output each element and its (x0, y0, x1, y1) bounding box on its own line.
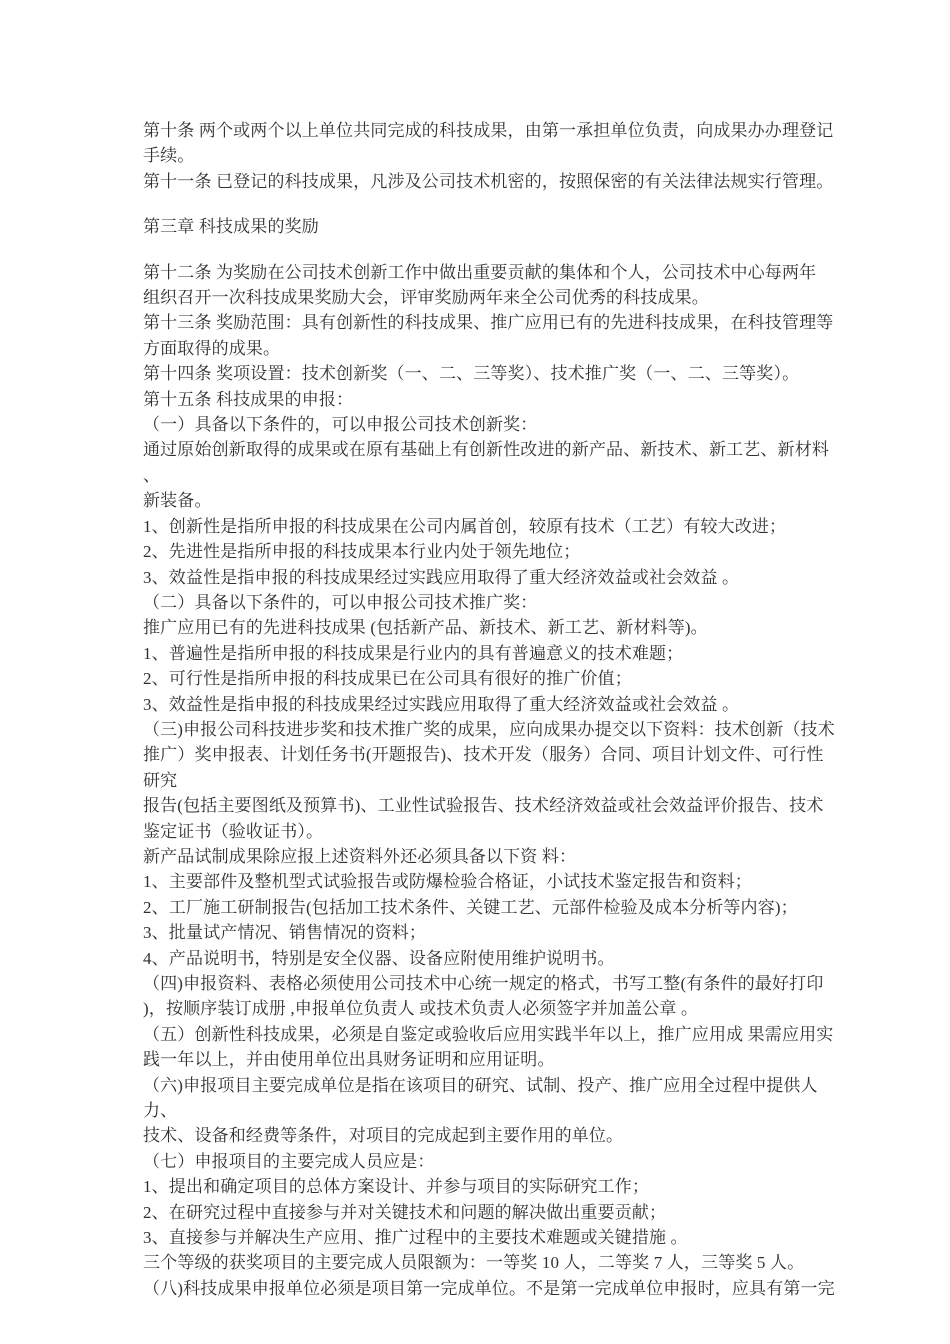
text-line: 组织召开一次科技成果奖励大会，评审奖励两年来全公司优秀的科技成果。 (143, 288, 709, 308)
text-line: 方面取得的成果。 (143, 338, 281, 358)
text-line: 1、主要部件及整机型式试验报告或防爆检验合格证，小试技术鉴定报告和资料； (143, 872, 752, 892)
text-line: （五）创新性科技成果，必须是自鉴定或验收后应用实践半年以上，推广应用成 果需应用实 (143, 1024, 834, 1044)
text-line: 2、先进性是指所申报的科技成果本行业内处于领先地位； (143, 542, 581, 562)
text-line: （三)申报公司科技进步奖和技术推广奖的成果，应向成果办提交以下资料：技术创新（技术 (143, 719, 835, 739)
text-line: 3、效益性是指申报的科技成果经过实践应用取得了重大经济效益或社会效益 。 (143, 694, 740, 714)
text-line: 1、提出和确定项目的总体方案设计、并参与项目的实际研究工作； (143, 1177, 649, 1197)
text-line: 第十二条 为奖励在公司技术创新工作中做出重要贡献的集体和个人，公司技术中心每两年 (143, 262, 817, 282)
text-line: 践一年以上，并由使用单位出具财务证明和应用证明。 (143, 1050, 555, 1070)
text-line: （一）具备以下条件的，可以申报公司技术创新奖： (143, 415, 538, 435)
text-line: 报告(包括主要图纸及预算书)、工业性试验报告、技术经济效益或社会效益评价报告、技术 (143, 796, 824, 816)
text-line: )，按顺序装订成册 ,申报单位负责人 或技术负责人必须签字并加盖公章 。 (143, 999, 699, 1019)
text-line: 1、普遍性是指所申报的科技成果是行业内的具有普遍意义的技术难题； (143, 643, 684, 663)
text-line: 技术、设备和经费等条件，对项目的完成起到主要作用的单位。 (143, 1126, 624, 1146)
text-line: 第十三条 奖励范围：具有创新性的科技成果、推广应用已有的先进科技成果，在科技管理等 (143, 313, 834, 333)
text-line: 鉴定证书（验收证书）。 (143, 821, 324, 841)
text-line: 3、直接参与并解决生产应用、推广过程中的主要技术难题或关键措施 。 (143, 1228, 688, 1248)
text-line: 4、产品说明书，特别是安全仪器、设备应附使用维护说明书。 (143, 948, 615, 968)
text-line: 第十四条 奖项设置：技术创新奖（一、二、三等奖）、技术推广奖（一、二、三等奖）。 (143, 364, 800, 384)
text-line: （二）具备以下条件的，可以申报公司技术推广奖： (143, 592, 538, 612)
text-line: 推广）奖申报表、计划任务书(开题报告)、技术开发（服务）合同、项目计划文件、可行性研究 (143, 745, 824, 790)
text-line: 3、批量试产情况、销售情况的资料； (143, 923, 427, 943)
text-line: 第十条 两个或两个以上单位共同完成的科技成果，由第一承担单位负责，向成果办办理登记 (143, 121, 834, 140)
text-line: 3、效益性是指申报的科技成果经过实践应用取得了重大经济效益或社会效益 。 (143, 567, 740, 587)
text-line: 推广应用已有的先进科技成果 (包括新产品、新技术、新工艺、新材料等)。 (143, 618, 708, 638)
document-body (143, 118, 837, 1301)
text-line: 2、可行性是指所申报的科技成果已在公司具有很好的推广价值； (143, 669, 632, 689)
text-line: （四)申报资料、表格必须使用公司技术中心统一规定的格式，书写工整(有条件的最好打印 (143, 974, 824, 993)
text-line: （七）申报项目的主要完成人员应是： (143, 1151, 435, 1171)
text-line: 手续。 (143, 146, 195, 166)
text-line: （八)科技成果申报单位必须是项目第一完成单位。不是第一完成单位申报时，应具有第一完 (143, 1278, 835, 1298)
text-line: 第三章 科技成果的奖励 (143, 217, 319, 237)
text-line: 新装备。 (143, 491, 212, 511)
text-line: 1、创新性是指所申报的科技成果在公司内属首创，较原有技术（工艺）有较大改进； (143, 516, 787, 536)
text-line: 通过原始创新取得的成果或在原有基础上有创新性改进的新产品、新技术、新工艺、新材料 、 (143, 440, 834, 485)
text-line: 三个等级的获奖项目的主要完成人员限额为：一等奖 10 人，二等奖 7 人，三等奖 5 人。 (143, 1253, 805, 1273)
text-line: 第十五条 科技成果的申报： (143, 389, 354, 409)
text-line: 第十一条 已登记的科技成果，凡涉及公司技术机密的，按照保密的有关法律法规实行管理。 (143, 171, 834, 191)
text-line: 新产品试制成果除应报上述资料外还必须具备以下资 料： (143, 846, 577, 866)
blank-line (143, 194, 837, 214)
text-line: 2、在研究过程中直接参与并对关键技术和问题的解决做出重要贡献； (143, 1202, 667, 1222)
blank-line (143, 240, 837, 260)
text-line: 2、工厂施工研制报告(包括加工技术条件、关键工艺、元部件检验及成本分析等内容)； (143, 897, 798, 917)
text-line: （六)申报项目主要完成单位是指在该项目的研究、试制、投产、推广应用全过程中提供人力、 (143, 1075, 818, 1121)
